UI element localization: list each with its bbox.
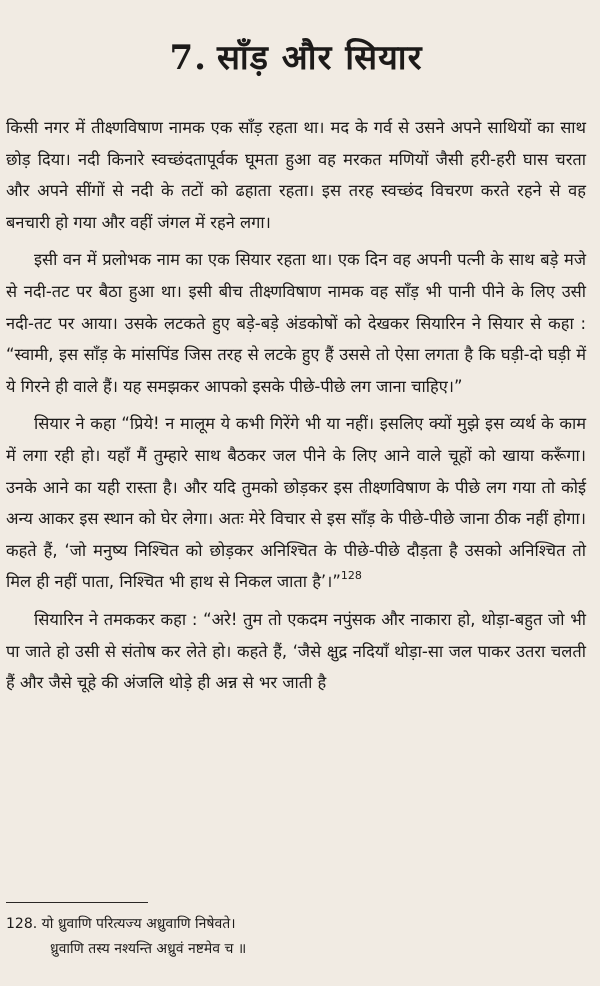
paragraph-2: इसी वन में प्रलोभक नाम का एक सियार रहता था। एक दिन वह अपनी पत्नी के साथ बड़े मजे से नदी-तट पर बैठा हुआ था। इसी बीच तीक्ष्णविषाण नामक वह साँड़ भी पानी पीने के लिए उसी नदी-तट पर आया। उसके लटकते हुए बड़े-बड़े अंडकोषों को देखकर सियारिन ने सियार से कहा : “स्वामी, इस साँड़ के मांसपिंड जिस तरह से लटके हुए हैं उससे तो ऐसा लगता है कि घड़ी-दो घड़ी में ये गिरने ही वाले हैं। यह समझकर आपको इसके पीछे-पीछे लग जाना चाहिए।” <box>6 250 586 396</box>
chapter-title-text: साँड़ और सियार <box>216 38 423 78</box>
footnote-line-1: यो ध्रुवाणि परित्यज्य अध्रुवाणि निषेवते। <box>41 916 236 932</box>
paragraph-3-text: सियार ने कहा “प्रिये! न मालूम ये कभी गिरेंगे भी या नहीं। इसलिए क्यों मुझे इस व्यर्थ के काम में लगा रही हो। यहाँ मैं तुम्हारे साथ बैठकर जल पीने के लिए आने वाले चूहों को खाया करूँगा। उनके आने का यही रास्ता है। और यदि तुमको छोड़कर इस तीक्ष्णविषाण के पीछे लग गया तो कोई अन्य आकर इस स्थान को घेर लेगा। अतः मेरे विचार से इस साँड़ के पीछे-पीछे जाना ठीक नहीं होगा। कहते हैं, ‘जो मनुष्य निश्चित को छोड़कर अनिश्चित के पीछे-पीछे दौड़ता है उसको अनिश्चित तो मिल ही नहीं पाता, निश्चित भी हाथ से निकल जाता है’।” <box>6 414 586 592</box>
footnote <box>6 912 246 962</box>
chapter-title <box>6 34 586 82</box>
paragraph-4: सियारिन ने तमककर कहा : “अरे! तुम तो एकदम नपुंसक और नाकारा हो, थोड़ा-बहुत जो भी पा जाते हो उसी से संतोष कर लेते हो। कहते हैं, ‘जैसे क्षुद्र नदियाँ थोड़ा-सा जल पाकर उतरा चलती हैं और जैसे चूहे की अंजलि थोड़े ही अन्न से भर जाती है <box>6 609 586 693</box>
footnote-number: 128. <box>6 916 38 932</box>
footnote-divider <box>6 902 148 903</box>
paragraph-3 <box>6 408 586 598</box>
footnote-reference: 128 <box>340 569 362 583</box>
chapter-number: 7. <box>169 38 207 78</box>
paragraph-1: किसी नगर में तीक्ष्णविषाण नामक एक साँड़ रहता था। मद के गर्व से उसने अपने साथियों का साथ छोड़ दिया। नदी किनारे स्वच्छंदतापूर्वक घूमता हुआ वह मरकत मणियों जैसी हरी-हरी घास चरता और अपने सींगों से नदी के तटों को ढहाता रहता। इस तरह स्वच्छंद विचरण करते रहने से वह बनचारी हो गया और वहीं जंगल में रहने लगा। <box>6 118 586 232</box>
footnote-line-2: ध्रुवाणि तस्य नश्यन्ति अध्रुवं नष्टमेव च ॥ <box>50 941 247 957</box>
